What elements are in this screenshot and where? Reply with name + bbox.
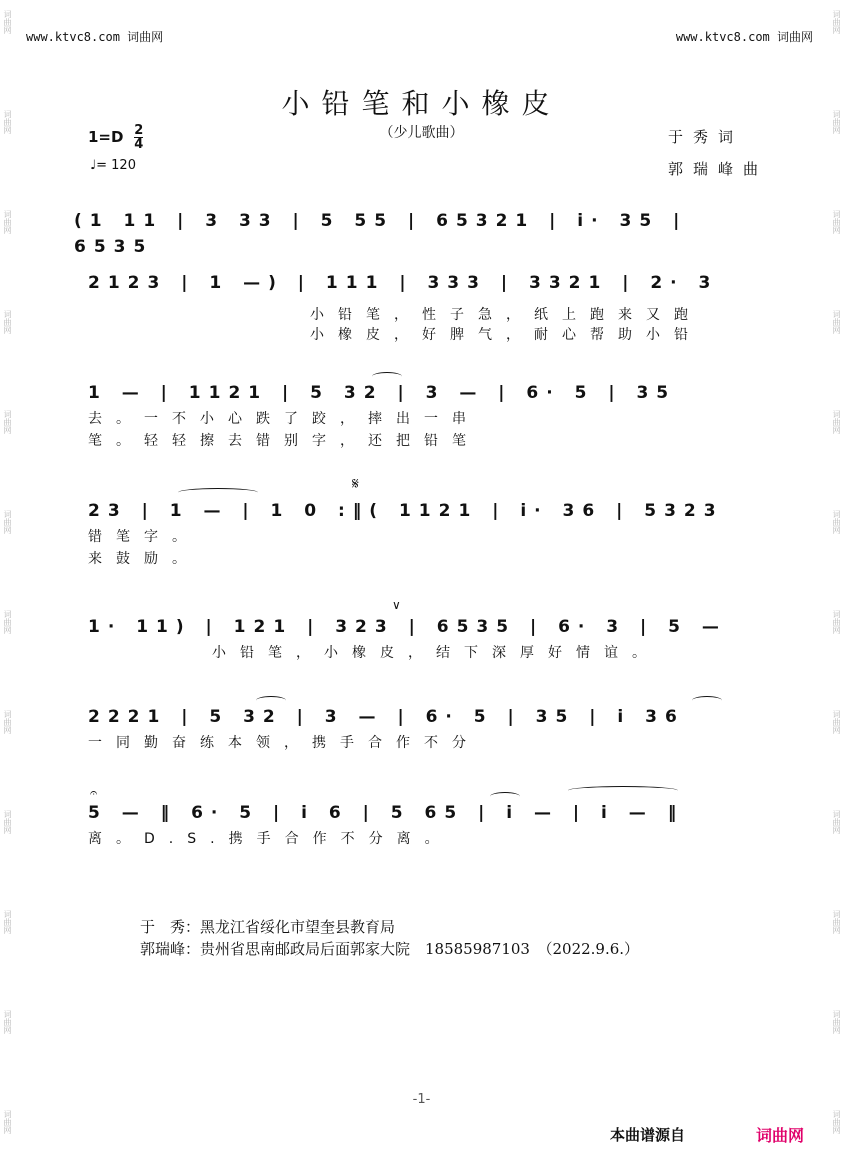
slur <box>490 792 520 801</box>
side-mark: 词曲网 <box>3 810 12 834</box>
side-mark: 词曲网 <box>832 210 841 234</box>
side-mark: 词曲网 <box>832 310 841 334</box>
notation-row: 2123 | 1 —) | 111 | 333 | 3321 | 2· 3 <box>88 273 719 293</box>
page-number: -1- <box>412 1092 431 1107</box>
segno-icon: 𝄋 <box>352 474 359 493</box>
side-mark: 词曲网 <box>3 1110 12 1134</box>
lyric-verse-1: 去。一不小心跌了跤，摔出一串 <box>88 411 480 427</box>
music-line-6 <box>60 704 780 774</box>
tie <box>568 786 678 795</box>
left-watermark-strip <box>0 0 14 1172</box>
tie <box>178 488 258 497</box>
side-mark: 词曲网 <box>3 310 12 334</box>
time-top: 2 <box>134 123 144 138</box>
lyric-verse-2: 小橡皮，好脾气，耐心帮助小铅 <box>310 327 702 343</box>
notation-row: (1 11 | 3 33 | 5 55 | 65321 | i· 35 | 6535 <box>74 211 688 257</box>
side-mark: 词曲网 <box>3 1010 12 1034</box>
tempo-marking <box>90 158 136 173</box>
site-url-right[interactable]: www.ktvc8.com 词曲网 <box>675 30 813 44</box>
side-mark: 词曲网 <box>832 810 841 834</box>
slur <box>692 696 722 705</box>
notation-row: 2221 | 5 32 | 3 — | 6· 5 | 35 | i 36 <box>88 707 685 727</box>
side-mark: 词曲网 <box>832 10 841 34</box>
lyric-verse-2: 来鼓励。 <box>88 551 200 567</box>
side-mark: 词曲网 <box>832 110 841 134</box>
side-mark: 词曲网 <box>3 510 12 534</box>
lyricist-credit: 于秀词 <box>668 128 744 146</box>
music-line-3 <box>60 380 780 450</box>
quarter-note-icon: ♩ <box>90 158 97 173</box>
tempo-value: = 120 <box>96 158 136 173</box>
lyric-verse-1: 错笔字。 <box>88 529 200 545</box>
side-mark: 词曲网 <box>832 1110 841 1134</box>
lyric-verse-1: 一同勤奋练本领，携手合作不分 <box>88 735 480 751</box>
song-title: 小铅笔和小橡皮 <box>281 87 562 120</box>
notation-row: 23 | 1 — | 1 0 :‖( 1121 | i· 36 | 5323 <box>88 501 724 521</box>
music-line-1 <box>60 208 780 278</box>
lyric-verse-1: 小铅笔，性子急，纸上跑来又跑 <box>310 307 702 323</box>
song-subtitle: （少儿歌曲） <box>379 125 464 141</box>
composer-credit: 郭瑞峰曲 <box>668 160 769 178</box>
side-mark: 词曲网 <box>832 910 841 934</box>
side-mark: 词曲网 <box>3 410 12 434</box>
time-bottom: 4 <box>134 137 144 152</box>
fermata-icon: 𝄐 <box>90 786 98 801</box>
site-url-left[interactable]: www.ktvc8.com 词曲网 <box>26 30 164 44</box>
lyric-verse-1: 离。D.S.携手合作不分离。 <box>88 831 453 847</box>
side-mark: 词曲网 <box>3 610 12 634</box>
source-label: 本曲谱源自 <box>610 1126 686 1144</box>
music-line-5 <box>60 598 780 684</box>
side-mark: 词曲网 <box>832 710 841 734</box>
side-mark: 词曲网 <box>3 710 12 734</box>
notation-row: 1 — | 1121 | 5 32 | 3 — | 6· 5 | 35 <box>88 383 677 403</box>
lyric-verse-1: 小铅笔，小橡皮，结下深厚好情谊。 <box>212 645 660 661</box>
side-mark: 词曲网 <box>3 10 12 34</box>
accent-icon: ∨ <box>392 598 401 612</box>
notation-row: 5 — ‖ 6· 5 | i 6 | 5 65 | i — | i — ‖ <box>88 803 685 823</box>
music-line-4 <box>60 474 780 568</box>
time-signature <box>134 124 143 151</box>
slur <box>256 696 286 705</box>
lyric-verse-2: 笔。轻轻擦去错别字，还把铅笔 <box>88 433 480 449</box>
lyricist-address: 于 秀：黑龙江省绥化市望奎县教育局 <box>140 918 396 936</box>
composer-address: 郭瑞峰：贵州省思南邮政局后面郭家大院 18585987103 （2022.9.6.） <box>140 940 640 958</box>
side-mark: 词曲网 <box>832 510 841 534</box>
slur <box>372 372 402 381</box>
side-mark: 词曲网 <box>832 610 841 634</box>
key-label: 1=D <box>88 128 124 146</box>
side-mark: 词曲网 <box>832 410 841 434</box>
notation-row: 1· 11) | 121 | 323 | 6535 | 6· 3 | 5 — <box>88 617 727 637</box>
key-signature <box>88 124 143 151</box>
right-watermark-strip <box>829 0 843 1172</box>
music-line-7 <box>60 786 780 870</box>
source-logo[interactable]: 词曲网 <box>756 1126 805 1145</box>
side-mark: 词曲网 <box>3 110 12 134</box>
side-mark: 词曲网 <box>832 1010 841 1034</box>
music-line-2 <box>60 270 780 343</box>
side-mark: 词曲网 <box>3 910 12 934</box>
side-mark: 词曲网 <box>3 210 12 234</box>
